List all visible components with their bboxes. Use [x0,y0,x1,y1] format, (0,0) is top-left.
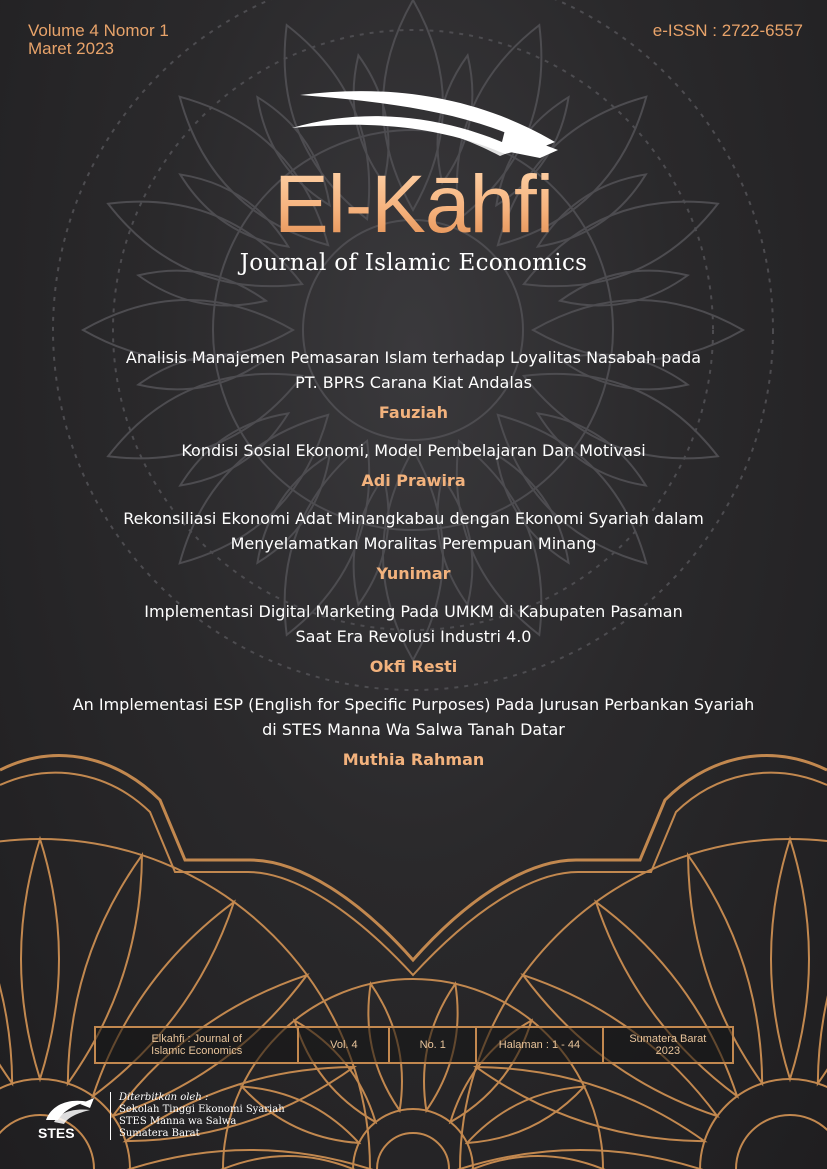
article-author: Okfi Resti [369,657,458,676]
publisher-block [36,1084,285,1148]
article-title-line: Saat Era Revolusi Industri 4.0 [295,627,532,646]
article-title-line: Menyelamatkan Moralitas Perempuan Minang [230,534,597,553]
publisher-by: Diterbitkan oleh : [119,1092,209,1103]
publisher-line: Sekolah Tinggi Ekonomi Syariah [119,1104,285,1115]
article-author: Muthia Rahman [342,750,485,769]
journal-subtitle: Journal of Islamic Economics [239,250,588,276]
article-title-line: Rekonsiliasi Ekonomi Adat Minangkabau dengan Ekonomi Syariah dalam [123,509,704,528]
article-item [0,345,827,427]
info-place [604,1028,732,1062]
info-journal-line1: Elkahfi : Journal of [151,1033,242,1045]
article-title-line: Analisis Manajemen Pemasaran Islam terhadap Loyalitas Nasabah pada [125,348,702,367]
article-item [0,438,827,495]
issue-info-bar [94,1026,734,1064]
date-label: Maret 2023 [28,39,114,58]
info-journal-line2: Islamic Economics [151,1045,243,1057]
info-place-line1: Sumatera Barat [629,1033,707,1045]
article-title-line: PT. BPRS Carana Kiat Andalas [295,373,532,392]
article-author: Adi Prawira [361,471,466,490]
article-list [0,345,827,785]
article-item [0,599,827,681]
stes-logo [36,1086,100,1146]
stes-logo-text: STES [38,1125,75,1141]
journal-name: El-Kāhfi [0,160,827,250]
publisher-line: STES Manna wa Salwa [119,1116,237,1127]
publisher-line: Sumatera Barat [119,1128,200,1139]
article-author: Fauziah [378,403,449,422]
volume-label: Volume 4 Nomor 1 [28,21,169,40]
article-title-line: An Implementasi ESP (English for Specific Purposes) Pada Jurusan Perbankan Syariah [72,695,755,714]
info-place-line2: 2023 [655,1045,681,1057]
article-item [0,506,827,588]
article-author: Yunimar [376,564,451,583]
article-title-line: Kondisi Sosial Ekonomi, Model Pembelajaran Dan Motivasi [181,441,646,460]
info-pages: Halaman : 1 - 44 [477,1028,603,1062]
article-item [0,692,827,774]
article-title-line: Implementasi Digital Marketing Pada UMKM di Kabupaten Pasaman [144,602,683,621]
issn-label: e-ISSN : 2722-6557 [652,21,803,40]
publisher-text [110,1092,285,1140]
article-title-line: di STES Manna Wa Salwa Tanah Datar [262,720,565,739]
info-volume: Vol. 4 [299,1028,390,1062]
info-journal [96,1028,299,1062]
stes-logo-icon [36,1086,100,1146]
info-number: No. 1 [390,1028,477,1062]
